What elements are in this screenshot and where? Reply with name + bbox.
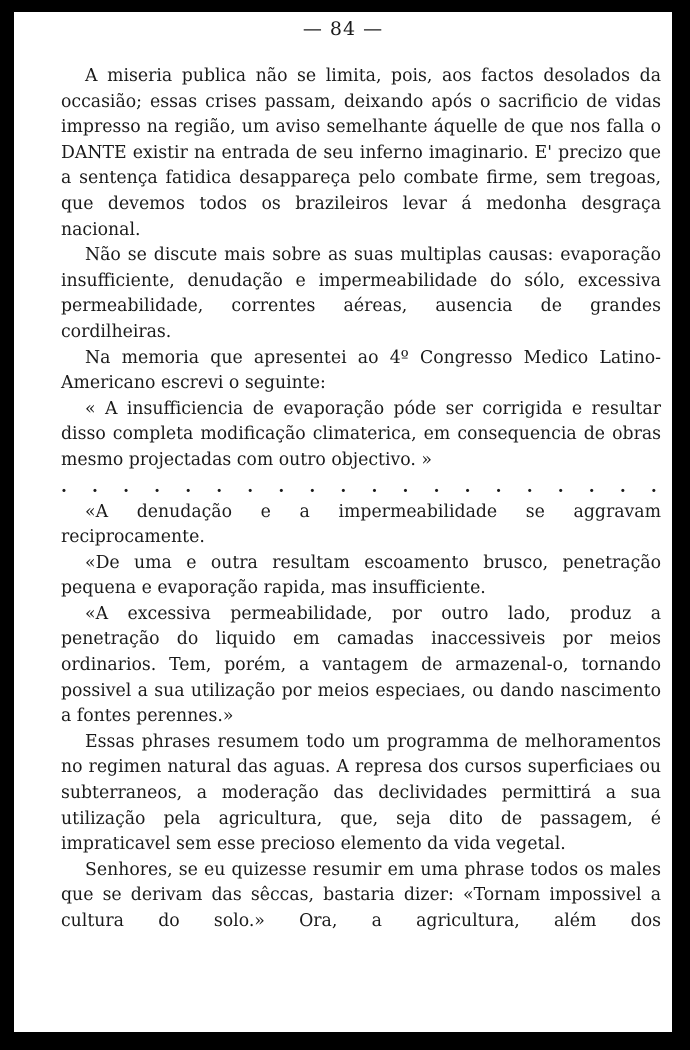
ellipsis-dot: . [340, 476, 347, 497]
ellipsis-dot: . [154, 476, 161, 497]
ellipsis-dot: . [123, 476, 130, 497]
ellipsis-dot: . [619, 476, 626, 497]
ellipsis-dot: . [526, 476, 533, 497]
ellipsis-dot: . [61, 476, 67, 497]
paragraph-miseria-publica: A miseria publica não se limita, pois, aos factos desolados da occasião; essas crises passam, deixando após o sacrificio de vidas impresso na região, um aviso semelhante áquelle de que nos falla o DANTE existir na entrada de seu inferno imaginario. E' precizo que a sentença fatidica desappareça pelo combate firme, sem tregoas, que devemos todos os brazileiros levar á medonha desgraça nacional. [61, 66, 661, 240]
ellipsis-separator [61, 477, 661, 497]
quote-escoamento: «De uma e outra resultam escoamento brusco, penetração pequena e evaporação rapida, mas insufficiente. [61, 552, 661, 599]
ellipsis-dot: . [433, 476, 440, 497]
quote-denudacao: «A denudação e a impermeabilidade se aggravam reciprocamente. [61, 501, 661, 548]
ellipsis-dot: . [588, 476, 595, 497]
paragraph-memoria: Na memoria que apresentei ao 4º Congresso Medico Latino-Americano escrevi o seguinte: [61, 347, 661, 394]
quote-permeabilidade: «A excessiva permeabilidade, por outro lado, produz a penetração do liquido em camadas inaccessiveis por meios ordinarios. Tem, porém, a vantagem de armazenal-o, tornando possivel a sua utilização por meios especiaes, ou dando nascimento a fontes perennes.» [61, 603, 661, 727]
paragraph-programma: Essas phrases resumem todo um programma de melhoramentos no regimen natural das aguas. A represa dos cursos superficiaes ou subterraneos, a moderação das declividades permittirá a sua utilização pela agricultura, que, seja dito de passagem, é impraticavel sem esse precioso elemento da vida vegetal. [61, 731, 661, 855]
ellipsis-dot: . [402, 476, 409, 497]
ellipsis-dot: . [464, 476, 471, 497]
ellipsis-dot: . [557, 476, 564, 497]
ellipsis-dot: . [185, 476, 192, 497]
paragraph-senhores: Senhores, se eu quizesse resumir em uma phrase todos os males que se derivam das sêccas, bastaria dizer: «Tornam impossivel a cultura do solo.» Ora, a agricultura, além dos [61, 859, 661, 931]
ellipsis-dot: . [216, 476, 223, 497]
ellipsis-dot: . [92, 476, 98, 497]
page-number: — 84 — [302, 18, 384, 40]
ellipsis-dot: . [309, 476, 316, 497]
book-page [14, 12, 672, 1032]
ellipsis-dot: . [650, 476, 657, 497]
ellipsis-dot: . [371, 476, 378, 497]
ellipsis-dot: . [278, 476, 285, 497]
quote-evaporacao: « A insufficiencia de evaporação póde ser corrigida e resultar disso completa modificação climaterica, em consequencia de obras mesmo projectadas com outro objectivo. » [61, 398, 661, 470]
body-text [61, 64, 661, 935]
ellipsis-dot: . [247, 476, 254, 497]
ellipsis-dot: . [495, 476, 502, 497]
paragraph-causas: Não se discute mais sobre as suas multiplas causas: evaporação insufficiente, denudação e impermeabilidade do sólo, excessiva permeabilidade, correntes aéreas, ausencia de grandes cordilheiras. [61, 245, 661, 342]
